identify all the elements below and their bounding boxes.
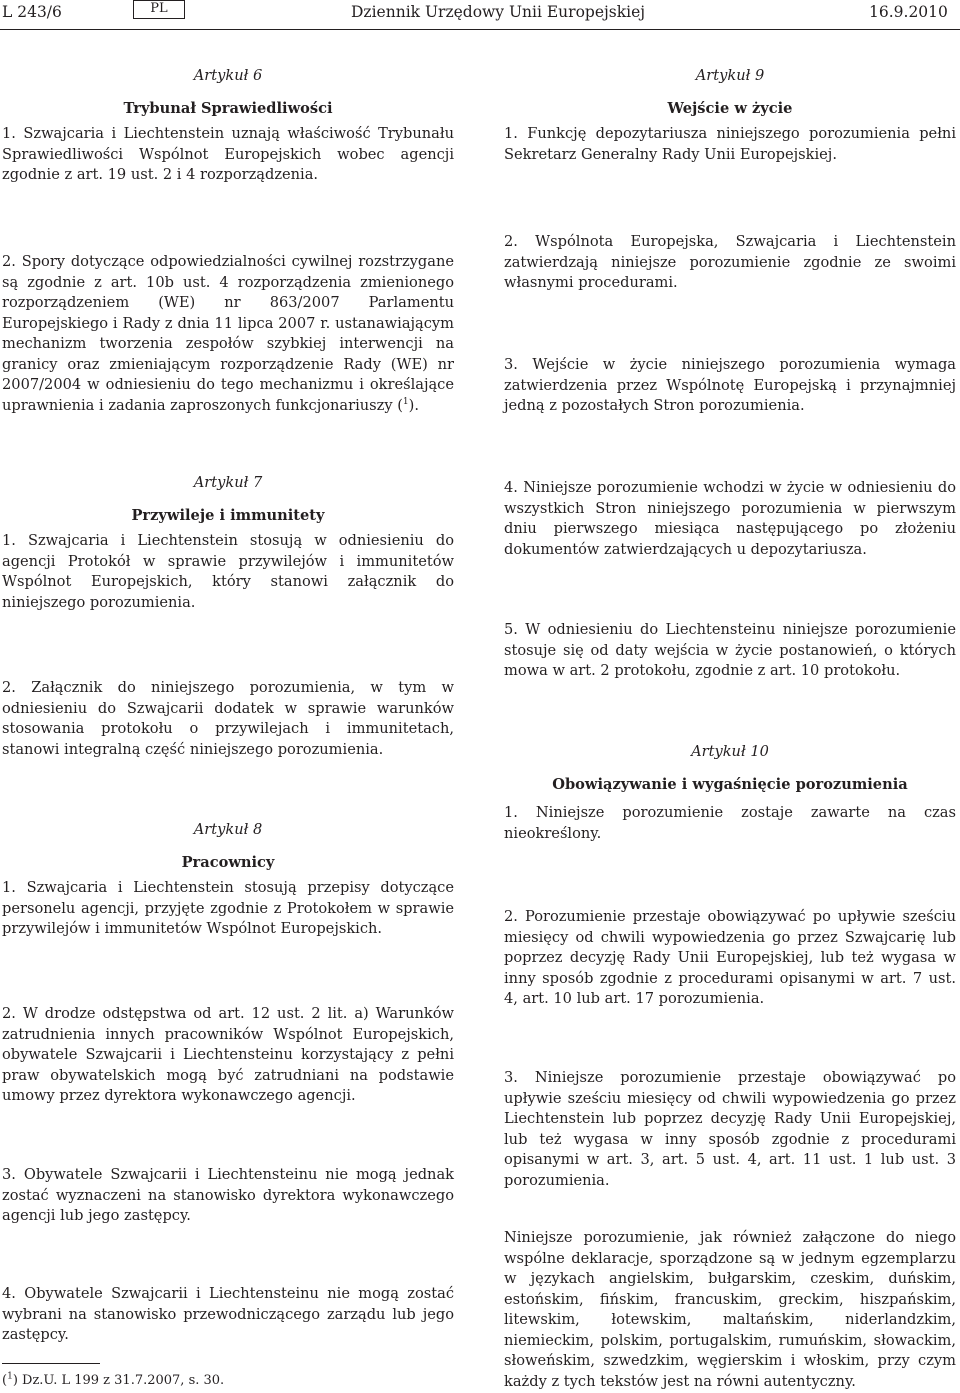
article-8-paragraph-4-block bbox=[2, 1284, 454, 1346]
article-6-paragraph-2-block bbox=[2, 252, 454, 416]
article-10-closing-paragraph-block bbox=[504, 1228, 956, 1392]
article-10-paragraph-3-block bbox=[504, 1068, 956, 1191]
article-9-title: Wejście w życie bbox=[667, 99, 793, 117]
footnote: ($^1$) Dz.U. L 199 z 31.7.2007, s. 30. bbox=[2, 1371, 225, 1388]
footnote-reference: 1 bbox=[402, 396, 409, 407]
article-9-paragraph-3-block bbox=[504, 355, 956, 417]
article-7-paragraph-1: 1. Szwajcaria i Liechtenstein stosują w odniesieniu do agencji Protokół w sprawie przywilejów i immunitetów Wspólnot Europejskich, który stanowi załącznik do niniejszego porozumienia. bbox=[2, 532, 454, 611]
article-9-paragraph-3: 3. Wejście w życie niniejszego porozumienia wymaga zatwierdzenia przez Wspólnotę Europejską i przynajmniej jedną z pozostałych Stron porozumienia. bbox=[504, 356, 956, 414]
article-7-paragraph-2-block bbox=[2, 678, 454, 760]
page-header bbox=[0, 0, 960, 26]
article-7-block bbox=[2, 473, 454, 613]
article-10-block bbox=[504, 742, 956, 844]
article-8-paragraph-4: 4. Obywatele Szwajcarii i Liechtensteinu nie mogą zostać wybrani na stanowisko przewodniczącego zarządu lub jego zastępcy. bbox=[2, 1285, 454, 1343]
article-10-paragraph-2: 2. Porozumienie przestaje obowiązywać po upływie sześciu miesięcy od chwili wypowiedzenia go przez Szwajcarię lub poprzez decyzję Rady Unii Europejskiej, lub też wygasa w inny sposób zgodnie z procedurami opisanymi w art. 7 ust. 4, art. 10 lub art. 17 porozumienia. bbox=[504, 908, 956, 1007]
article-8-number: Artykuł 8 bbox=[193, 821, 263, 838]
article-10-paragraph-1: 1. Niniejsze porozumienie zostaje zawarte na czas nieokreślony. bbox=[504, 804, 956, 842]
article-6-heading-block bbox=[2, 66, 454, 186]
issue-date: 16.9.2010 bbox=[869, 3, 948, 21]
article-9-paragraph-2: 2. Wspólnota Europejska, Szwajcaria i Liechtenstein zatwierdzają niniejsze porozumienie zgodnie ze swoimi własnymi procedurami. bbox=[504, 233, 956, 291]
language-code-box: PL bbox=[133, 0, 185, 19]
article-6-title: Trybunał Sprawiedliwości bbox=[123, 99, 333, 117]
article-10-number: Artykuł 10 bbox=[691, 743, 769, 760]
article-10-title: Obowiązywanie i wygaśnięcie porozumienia bbox=[552, 775, 908, 793]
article-9-paragraph-2-block bbox=[504, 232, 956, 294]
footnote-rule bbox=[2, 1363, 100, 1364]
page-reference: L 243/6 bbox=[2, 3, 62, 21]
article-9-paragraph-5-block bbox=[504, 620, 956, 682]
article-7-paragraph-2: 2. Załącznik do niniejszego porozumienia, w tym w odniesieniu do Szwajcarii dodatek w sprawie warunków stosowania protokołu o przywilejach i immunitetach, stanowi integralną część niniejszego porozumienia. bbox=[2, 679, 454, 758]
article-7-title: Przywileje i immunitety bbox=[131, 506, 325, 524]
journal-title: Dziennik Urzędowy Unii Europejskiej bbox=[351, 3, 646, 21]
article-6-number: Artykuł 6 bbox=[193, 67, 263, 84]
article-6-paragraph-2: 2. Spory dotyczące odpowiedzialności cywilnej rozstrzygane są zgodnie z art. 10b ust. 4 rozporządzenia zmienionego rozporządzeniem (WE) nr 863/2007 Parlamentu Europejskiego i Rady z dnia 11 lipca 2007 r. ustanawiającym mechanizm tworzenia zespołów szybkiej interwencji na granicy oraz zmieniającym rozporządzenie Rady (WE) nr 2007/2004 w odniesieniu do tego mechanizmu i określające uprawnienia i zadania zaproszonych funkcjonariuszy ($^1$). bbox=[2, 253, 454, 414]
article-9-paragraph-1: 1. Funkcję depozytariusza niniejszego porozumienia pełni Sekretarz Generalny Rady Unii Europejskiej. bbox=[504, 125, 956, 163]
article-8-paragraph-2-block bbox=[2, 1004, 454, 1107]
article-9-paragraph-4: 4. Niniejsze porozumienie wchodzi w życie w odniesieniu do wszystkich Stron niniejszego porozumienia w pierwszym dniu pierwszego miesiąca następującego po złożeniu dokumentów zatwierdzających u depozytariusza. bbox=[504, 479, 956, 558]
article-9-paragraph-5: 5. W odniesieniu do Liechtensteinu niniejsze porozumienie stosuje się od daty wejścia w życie postanowień, o których mowa w art. 2 protokołu, zgodnie z art. 10 protokołu. bbox=[504, 621, 956, 679]
article-6-paragraph-1: 1. Szwajcaria i Liechtenstein uznają właściwość Trybunału Sprawiedliwości Wspólnot Europejskich wobec agencji zgodnie z art. 19 ust. 2 i 4 rozporządzenia. bbox=[2, 125, 454, 183]
closing-paragraph: Niniejsze porozumienie, jak również załączone do niego wspólne deklaracje, sporządzone są w jednym egzemplarzu w językach angielskim, bułgarskim, czeskim, duńskim, estońskim, fińskim, francuskim, greckim, hiszpańskim, litewskim, łotewskim, maltańskim, niderlandzkim, niemieckim, polskim, portugalskim, rumuńskim, słowackim, słoweńskim, szwedzkim, węgierskim i włoskim, przy czym każdy z tych tekstów jest na równi autentyczny. bbox=[504, 1229, 956, 1390]
article-8-title: Pracownicy bbox=[181, 853, 275, 871]
article-9-paragraph-4-block bbox=[504, 478, 956, 560]
article-8-paragraph-3: 3. Obywatele Szwajcarii i Liechtensteinu nie mogą jednak zostać wyznaczeni na stanowisko dyrektora wykonawczego agencji lub jego zastępcy. bbox=[2, 1166, 454, 1224]
article-9-number: Artykuł 9 bbox=[695, 67, 765, 84]
article-8-paragraph-1: 1. Szwajcaria i Liechtenstein stosują przepisy dotyczące personelu agencji, przyjęte zgodnie z Protokołem w sprawie przywilejów i immunitetów Wspólnot Europejskich. bbox=[2, 879, 454, 937]
article-9-block bbox=[504, 66, 956, 165]
article-8-block bbox=[2, 820, 454, 940]
header-rule bbox=[0, 29, 960, 30]
article-10-paragraph-3: 3. Niniejsze porozumienie przestaje obowiązywać po upływie sześciu miesięcy od chwili wypowiedzenia go przez Liechtenstein lub poprzez decyzję Rady Unii Europejskiej, lub też wygasa w inny sposób zgodnie z procedurami opisanymi w art. 3, art. 5 ust. 4, art. 11 ust. 1 lub ust. 3 porozumienia. bbox=[504, 1069, 956, 1189]
article-10-paragraph-2-block bbox=[504, 907, 956, 1010]
article-8-paragraph-2: 2. W drodze odstępstwa od art. 12 ust. 2 lit. a) Warunków zatrudnienia innych pracowników Wspólnot Europejskich, obywatele Szwajcarii i Liechtensteinu korzystający z pełni praw obywatelskich mogą być zatrudniani na podstawie umowy przez dyrektora wykonawczego agencji. bbox=[2, 1005, 454, 1104]
article-8-paragraph-3-block bbox=[2, 1165, 454, 1227]
article-7-number: Artykuł 7 bbox=[193, 474, 263, 491]
